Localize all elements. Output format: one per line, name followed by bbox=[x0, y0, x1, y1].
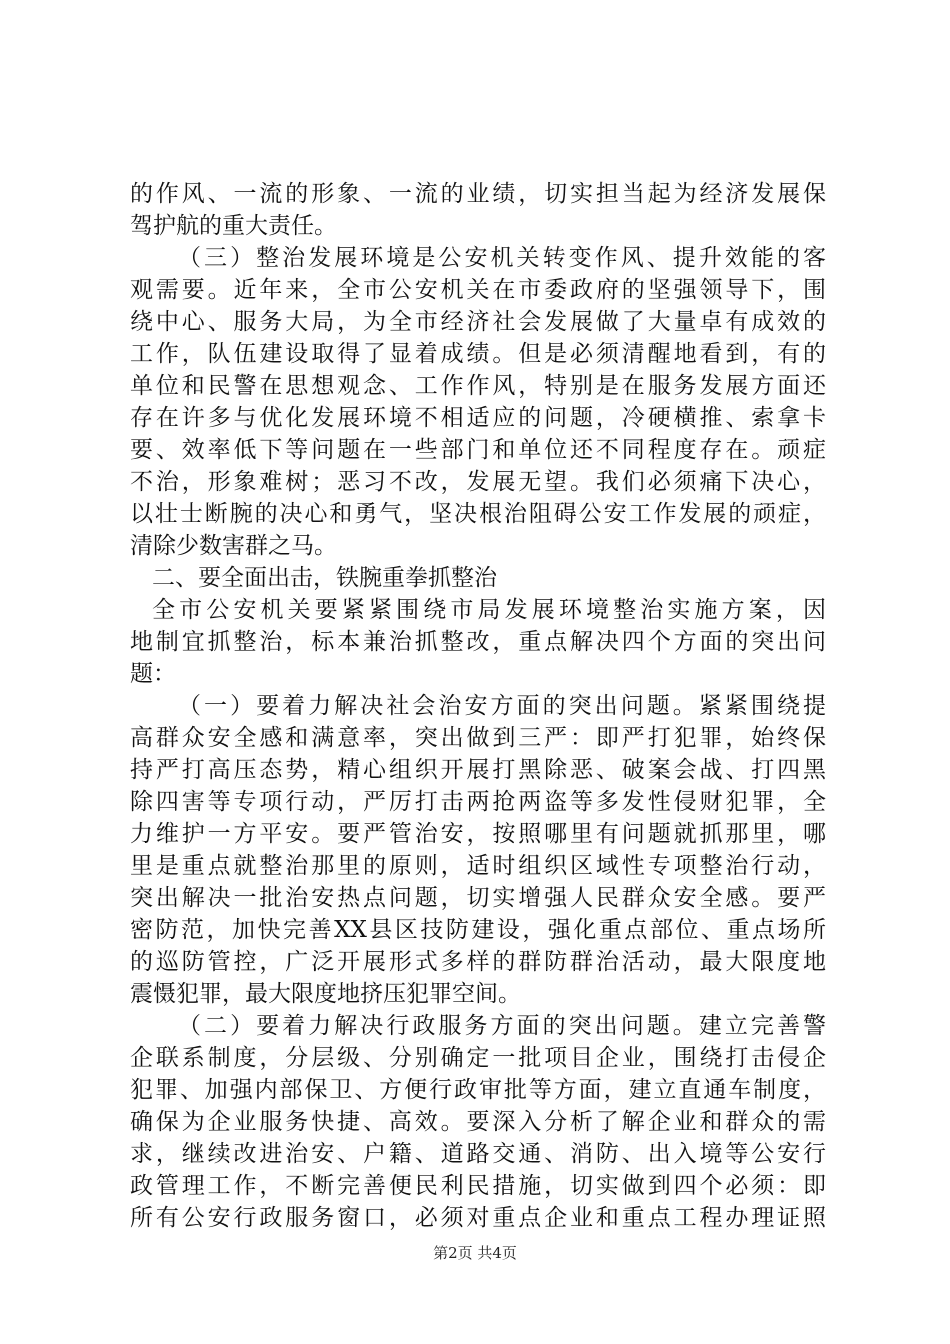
text-line: 企联系制度，分层级、分别确定一批项目企业，围绕打击侵企 bbox=[130, 1045, 826, 1071]
text-line: 驾护航的重大责任。 bbox=[130, 213, 337, 239]
text-line: 力维护一方平安。要严管治安，按照哪里有问题就抓那里，哪 bbox=[130, 821, 826, 847]
text-line: 震慑犯罪，最大限度地挤压犯罪空间。 bbox=[130, 981, 521, 1007]
text-line: 持严打高压态势，精心组织开展打黑除恶、破案会战、打四黑 bbox=[130, 757, 826, 783]
text-line: 以壮士断腕的决心和勇气，坚决根治阻碍公安工作发展的顽症， bbox=[130, 501, 826, 527]
text-line: 存在许多与优化发展环境不相适应的问题，冷硬横推、索拿卡 bbox=[130, 405, 826, 431]
text-line: 题： bbox=[130, 661, 176, 687]
section-heading-line: （一）要着力解决社会治安方面的突出问题。紧紧围绕提 bbox=[178, 693, 826, 719]
text-line: 高群众安全感和满意率，突出做到三严：即严打犯罪，始终保 bbox=[130, 725, 826, 751]
text-line: 犯罪、加强内部保卫、方便行政审批等方面，建立直通车制度， bbox=[130, 1077, 826, 1103]
text-line: 除四害等专项行动，严厉打击两抢两盗等多发性侵财犯罪，全 bbox=[130, 789, 826, 815]
chapter-heading: 二、要全面出击，铁腕重拳抓整治 bbox=[152, 565, 497, 591]
text-line: 绕中心、服务大局，为全市经济社会发展做了大量卓有成效的 bbox=[130, 309, 826, 335]
section-heading-line: （二）要着力解决行政服务方面的突出问题。建立完善警 bbox=[178, 1013, 826, 1039]
text-line: 突出解决一批治安热点问题，切实增强人民群众安全感。要严 bbox=[130, 885, 826, 911]
section-heading-line: （三）整治发展环境是公安机关转变作风、提升效能的客 bbox=[178, 245, 826, 271]
text-line: 所有公安行政服务窗口，必须对重点企业和重点工程办理证照 bbox=[130, 1205, 826, 1231]
text-line: 清除少数害群之马。 bbox=[130, 533, 337, 559]
text-line: 密防范，加快完善XX县区技防建设，强化重点部位、重点场所 bbox=[130, 917, 826, 943]
text-line: 工作，队伍建设取得了显着成绩。但是必须清醒地看到，有的 bbox=[130, 341, 826, 367]
text-line: 的作风、一流的形象、一流的业绩，切实担当起为经济发展保 bbox=[130, 181, 826, 207]
body-text bbox=[130, 178, 826, 1234]
text-line: 里是重点就整治那里的原则，适时组织区域性专项整治行动， bbox=[130, 853, 826, 879]
text-line: 政管理工作，不断完善便民利民措施，切实做到四个必须：即 bbox=[130, 1173, 826, 1199]
text-line: 地制宜抓整治，标本兼治抓整改，重点解决四个方面的突出问 bbox=[130, 629, 826, 655]
text-line: 的巡防管控，广泛开展形式多样的群防群治活动，最大限度地 bbox=[130, 949, 826, 975]
text-line: 求，继续改进治安、户籍、道路交通、消防、出入境等公安行 bbox=[130, 1141, 826, 1167]
text-line: 单位和民警在思想观念、工作作风，特别是在服务发展方面还 bbox=[130, 373, 826, 399]
text-line: 不治，形象难树；恶习不改，发展无望。我们必须痛下决心， bbox=[130, 469, 826, 495]
text-line: 观需要。近年来，全市公安机关在市委政府的坚强领导下，围 bbox=[130, 277, 826, 303]
text-line: 确保为企业服务快捷、高效。要深入分析了解企业和群众的需 bbox=[130, 1109, 826, 1135]
text-line: 要、效率低下等问题在一些部门和单位还不同程度存在。顽症 bbox=[130, 437, 826, 463]
page-number-footer: 第2页 共4页 bbox=[433, 1244, 517, 1262]
text-line: 全市公安机关要紧紧围绕市局发展环境整治实施方案，因 bbox=[152, 597, 826, 623]
